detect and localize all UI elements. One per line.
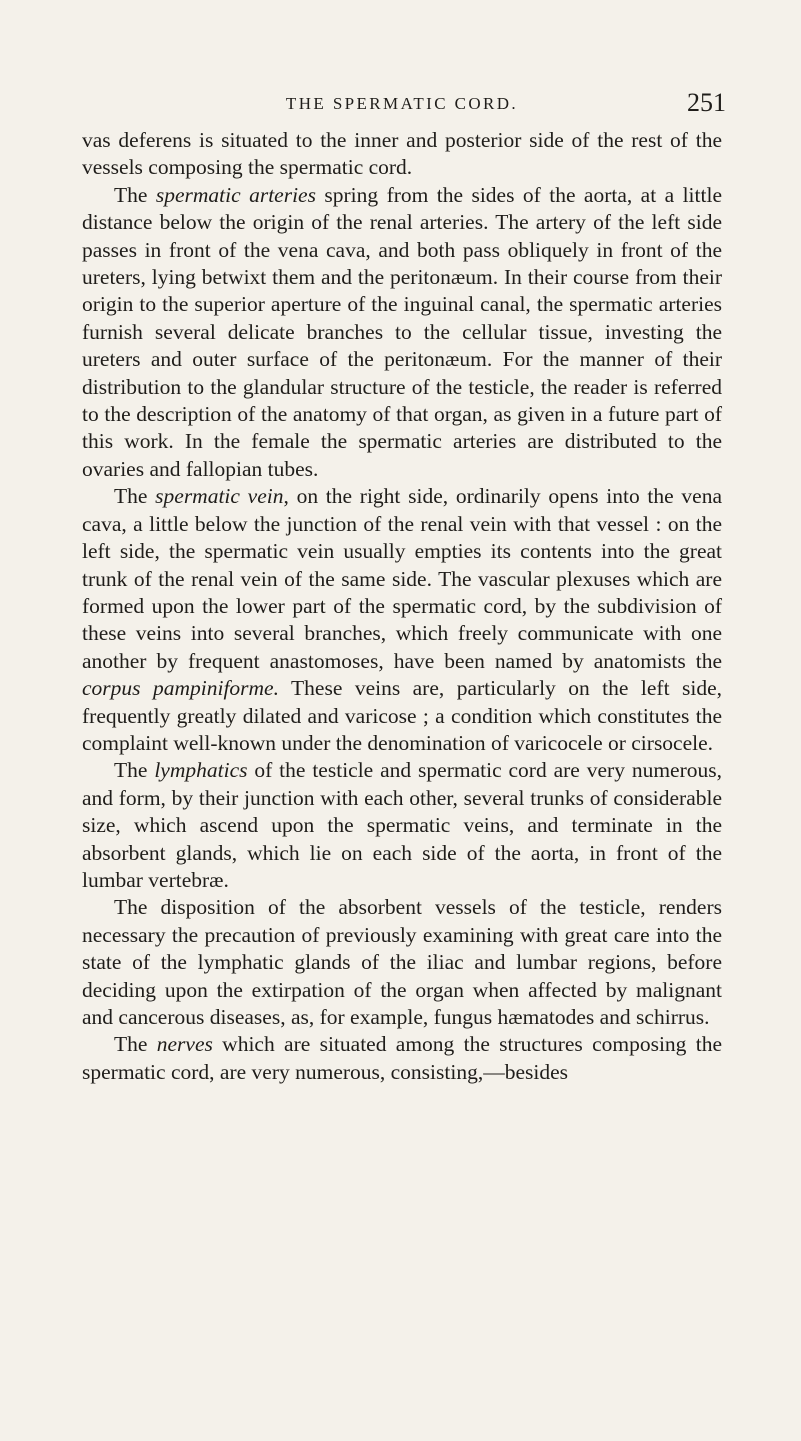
paragraph-text: These veins are, particularly on the left side, frequently greatly dilated and varicose ; a condition which constitutes the complaint well-known under the denomination of varicocele or cirsocele. xyxy=(82,676,722,755)
paragraph-text: The xyxy=(114,758,155,783)
body-text xyxy=(82,127,722,1086)
paragraph-text: vas deferens is situated to the inner and posterior side of the rest of the vessels composing the spermatic cord. xyxy=(82,128,722,180)
term-lymphatics: lymphatics xyxy=(154,758,248,783)
paragraph-lymphatics xyxy=(82,757,722,894)
paragraph-text: of the testicle and spermatic cord are very numerous, and form, by their junction with each other, several trunks of considerable size, which ascend upon the spermatic veins, and terminate in the absorbent glands, which lie on each side of the aorta, in front of the lumbar vertebræ. xyxy=(82,758,722,892)
running-head-title: THE SPERMATIC CORD. xyxy=(285,94,519,113)
paragraph-text: The disposition of the absorbent vessels of the testicle, renders necessary the precaution of previously examining with great care into the state of the lymphatic glands of the iliac and lumbar regions, before deciding upon the extirpation of the organ when affected by malignant and cancerous diseases, as, for example, fungus hæmatodes and schirrus. xyxy=(82,895,722,1029)
paragraph-nerves xyxy=(82,1031,722,1086)
term-nerves: nerves xyxy=(156,1032,213,1057)
paragraph-spermatic-vein xyxy=(82,483,722,757)
paragraph-text: which are situated among the structures composing the spermatic cord, are very numerous, consisting,—besides xyxy=(82,1032,722,1084)
paragraph-text: , on the right side, ordinarily opens into the vena cava, a little below the junction of the renal vein with that vessel : on the left side, the spermatic vein usually empties its contents into the great trunk of the renal vein of the same side. The vascular plexuses which are formed upon the lower part of the spermatic cord, by the subdivision of these veins into several branches, which freely communicate with one another by frequent anastomoses, have been named by anatomists the xyxy=(82,484,722,673)
paragraph-text: spring from the sides of the aorta, at a little distance below the origin of the renal arteries. The artery of the left side passes in front of the vena cava, and both pass obliquely in front of the ureters, lying betwixt them and the peritonæum. In their course from their origin to the superior aperture of the inguinal canal, the spermatic arteries furnish several delicate branches to the cellular tissue, investing the ureters and outer surface of the peritonæum. For the manner of their distribution to the glandular structure of the testicle, the reader is referred to the description of the anatomy of that organ, as given in a future part of this work. In the female the spermatic arteries are distributed to the ovaries and fallopian tubes. xyxy=(82,182,722,481)
running-head xyxy=(82,88,726,122)
term-spermatic-arteries: spermatic arteries xyxy=(155,182,316,207)
paragraph-spermatic-arteries xyxy=(82,182,722,483)
paragraph-text: The xyxy=(114,182,156,207)
paragraph-text: The xyxy=(114,484,156,509)
page-number: 251 xyxy=(687,88,726,117)
paragraph-text: The xyxy=(114,1032,157,1057)
paragraph-absorbent-vessels xyxy=(82,894,722,1031)
paragraph-1 xyxy=(82,127,722,182)
term-corpus-pampiniforme: corpus pampiniforme. xyxy=(82,676,279,701)
term-spermatic-vein: spermatic vein xyxy=(155,484,284,509)
